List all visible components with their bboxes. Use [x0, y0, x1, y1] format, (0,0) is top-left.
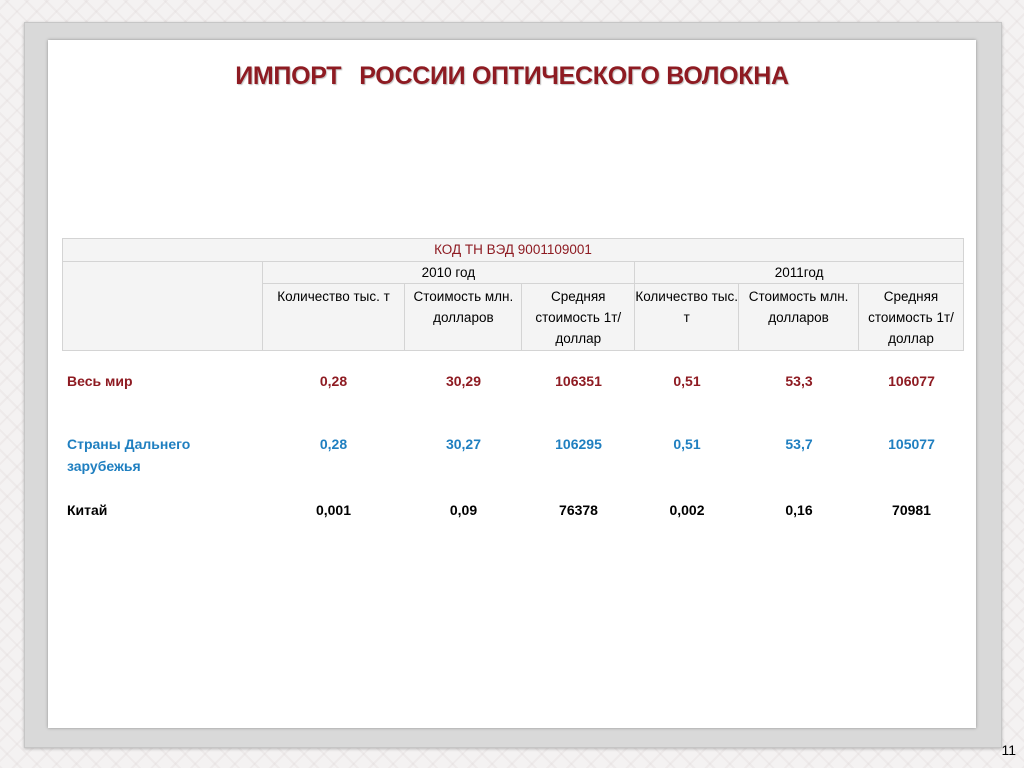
cell-cost-2010: 30,29 — [445, 373, 482, 389]
cell-quantity-2011: 0,51 — [673, 436, 701, 452]
cell-avg-cost-2010: 106295 — [555, 436, 602, 452]
col-header-quantity-2010: Количество тыс. т — [262, 284, 405, 351]
title-part-1: ИМПОРТ — [235, 62, 342, 90]
page-number: 11 — [1001, 742, 1016, 758]
cell-avg-cost-2010: 106351 — [555, 373, 602, 389]
cell-quantity-2011: 0,002 — [669, 502, 705, 518]
row-label: Китай — [67, 502, 108, 518]
cell-avg-cost-2011: 70981 — [892, 502, 931, 518]
cell-avg-cost-2010: 76378 — [559, 502, 598, 518]
cell-cost-2011: 0,16 — [785, 502, 813, 518]
cell-avg-cost-2011: 105077 — [888, 436, 935, 452]
col-header-avg-cost-2010: Средняя стоимость 1т/доллар — [522, 284, 635, 351]
col-header-cost-2011: Стоимость млн. долларов — [739, 284, 859, 351]
cell-avg-cost-2011: 106077 — [888, 373, 935, 389]
cell-cost-2010: 0,09 — [449, 502, 478, 518]
cell-quantity-2010: 0,28 — [319, 436, 348, 452]
cell-quantity-2011: 0,51 — [673, 373, 701, 389]
cell-quantity-2010: 0,001 — [315, 502, 352, 518]
col-header-avg-cost-2011: Средняя стоимость 1т/доллар — [859, 284, 964, 351]
cell-cost-2011: 53,3 — [785, 373, 813, 389]
cell-quantity-2010: 0,28 — [319, 373, 348, 389]
title-part-2: РОССИИ ОПТИЧЕСКОГО ВОЛОКНА — [359, 62, 789, 90]
row-label-header-cell — [63, 262, 263, 351]
year-2011-header: 2011год — [635, 262, 964, 284]
row-label: Весь мир — [67, 373, 133, 389]
col-header-quantity-2011: Количество тыс. т — [635, 284, 739, 351]
year-2010-header: 2010 год — [262, 262, 635, 284]
col-header-cost-2010: Стоимость млн. долларов — [405, 284, 522, 351]
row-label: Страны Дальнего зарубежья — [67, 436, 191, 474]
cell-cost-2010: 30,27 — [445, 436, 482, 452]
import-table-header — [62, 238, 964, 351]
slide-title — [0, 62, 1024, 91]
customs-code-header: КОД ТН ВЭД 9001109001 — [63, 239, 964, 262]
cell-cost-2011: 53,7 — [785, 436, 813, 452]
